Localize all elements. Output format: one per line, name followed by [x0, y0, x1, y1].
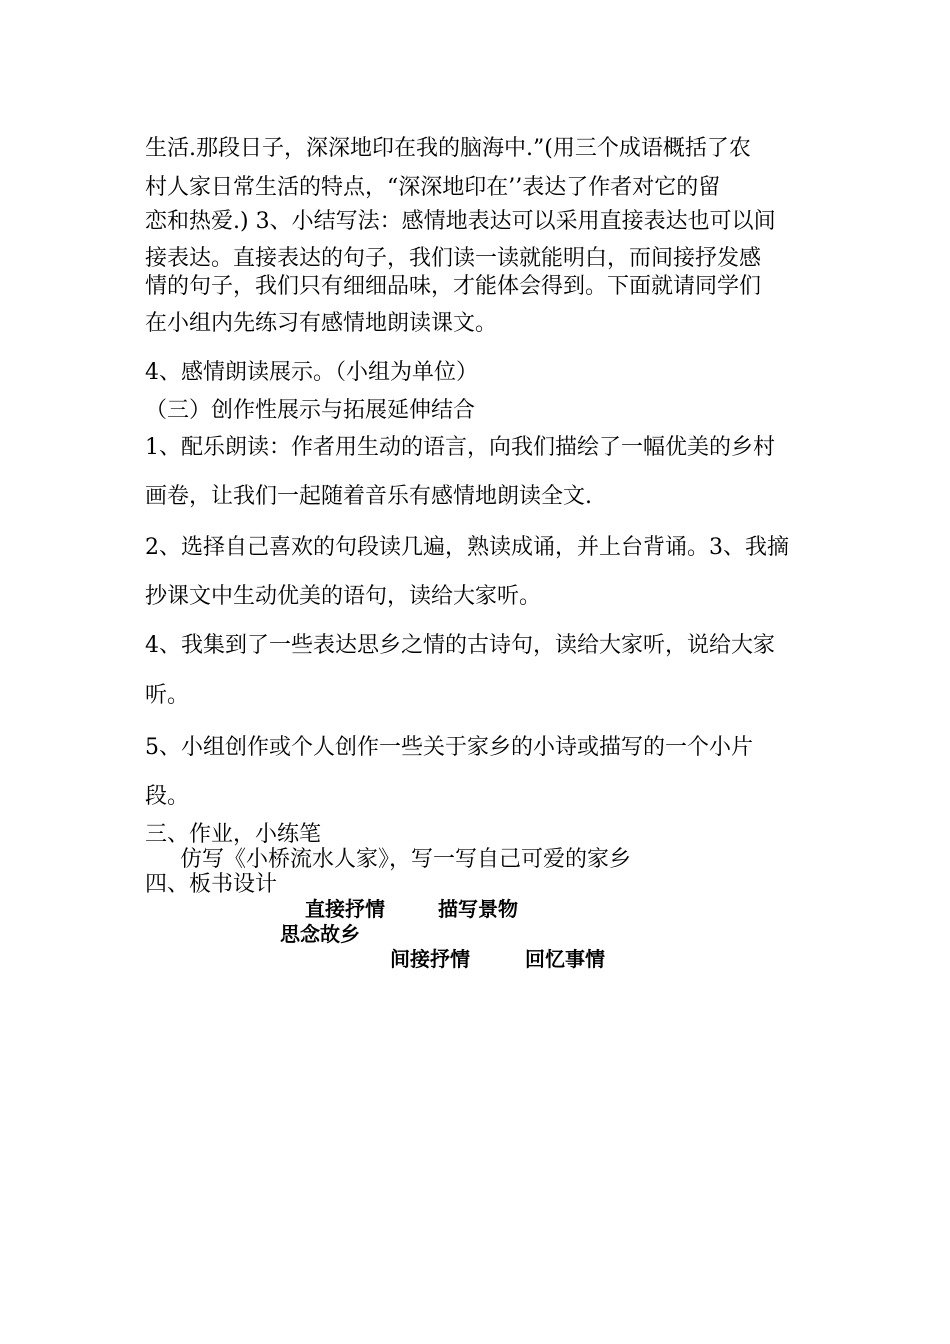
- paragraph-line: 抄课文中生动优美的语句，读给大家听。: [145, 584, 542, 609]
- paragraph-line: 段。: [145, 784, 190, 809]
- paragraph-line: 恋和热爱.) 3、小结写法：感情地表达可以采用直接表达也可以间: [145, 209, 776, 234]
- paragraph-line: 画卷，让我们一起随着音乐有感情地朗读全文.: [145, 484, 592, 509]
- paragraph-line: 4、感情朗读展示。（小组为单位）: [145, 360, 478, 385]
- paragraph-line: 生活.那段日子，深深地印在我的脑海中.”(用三个成语概括了农: [145, 136, 751, 161]
- paragraph-line: 5、小组创作或个人创作一些关于家乡的小诗或描写的一个小片: [145, 735, 753, 760]
- board-indirect-emotion: 间接抒情: [390, 947, 470, 971]
- paragraph-line: 村人家日常生活的特点，“深深地印在’’表达了作者对它的留: [145, 175, 721, 200]
- section-heading: 四、板书设计: [145, 872, 278, 897]
- paragraph-line: 仿写《小桥流水人家》，写一写自己可爱的家乡: [180, 847, 632, 872]
- paragraph-line: 2、选择自己喜欢的句段读几遍，熟读成诵，并上台背诵。3、我摘: [145, 535, 789, 560]
- paragraph-line: 1、配乐朗读：作者用生动的语言，向我们描绘了一幅优美的乡村: [145, 435, 775, 460]
- board-direct-emotion: 直接抒情: [305, 897, 385, 921]
- paragraph-line: 在小组内先练习有感情地朗读课文。: [145, 311, 498, 336]
- board-recall-events: 回忆事情: [525, 947, 605, 971]
- paragraph-line: 接表达。直接表达的句子，我们读一读就能明白，而间接抒发感: [145, 246, 762, 271]
- paragraph-line: 情的句子，我们只有细细品味，才能体会得到。下面就请同学们: [145, 274, 762, 299]
- paragraph-line: 4、我集到了一些表达思乡之情的古诗句，读给大家听，说给大家: [145, 633, 775, 658]
- board-theme: 思念故乡: [280, 922, 360, 946]
- paragraph-line: 听。: [145, 683, 190, 708]
- section-heading: 三、作业，小练笔: [145, 822, 322, 847]
- board-describe-scenery: 描写景物: [438, 897, 518, 921]
- section-heading: （三）创作性展示与拓展延伸结合: [145, 398, 476, 423]
